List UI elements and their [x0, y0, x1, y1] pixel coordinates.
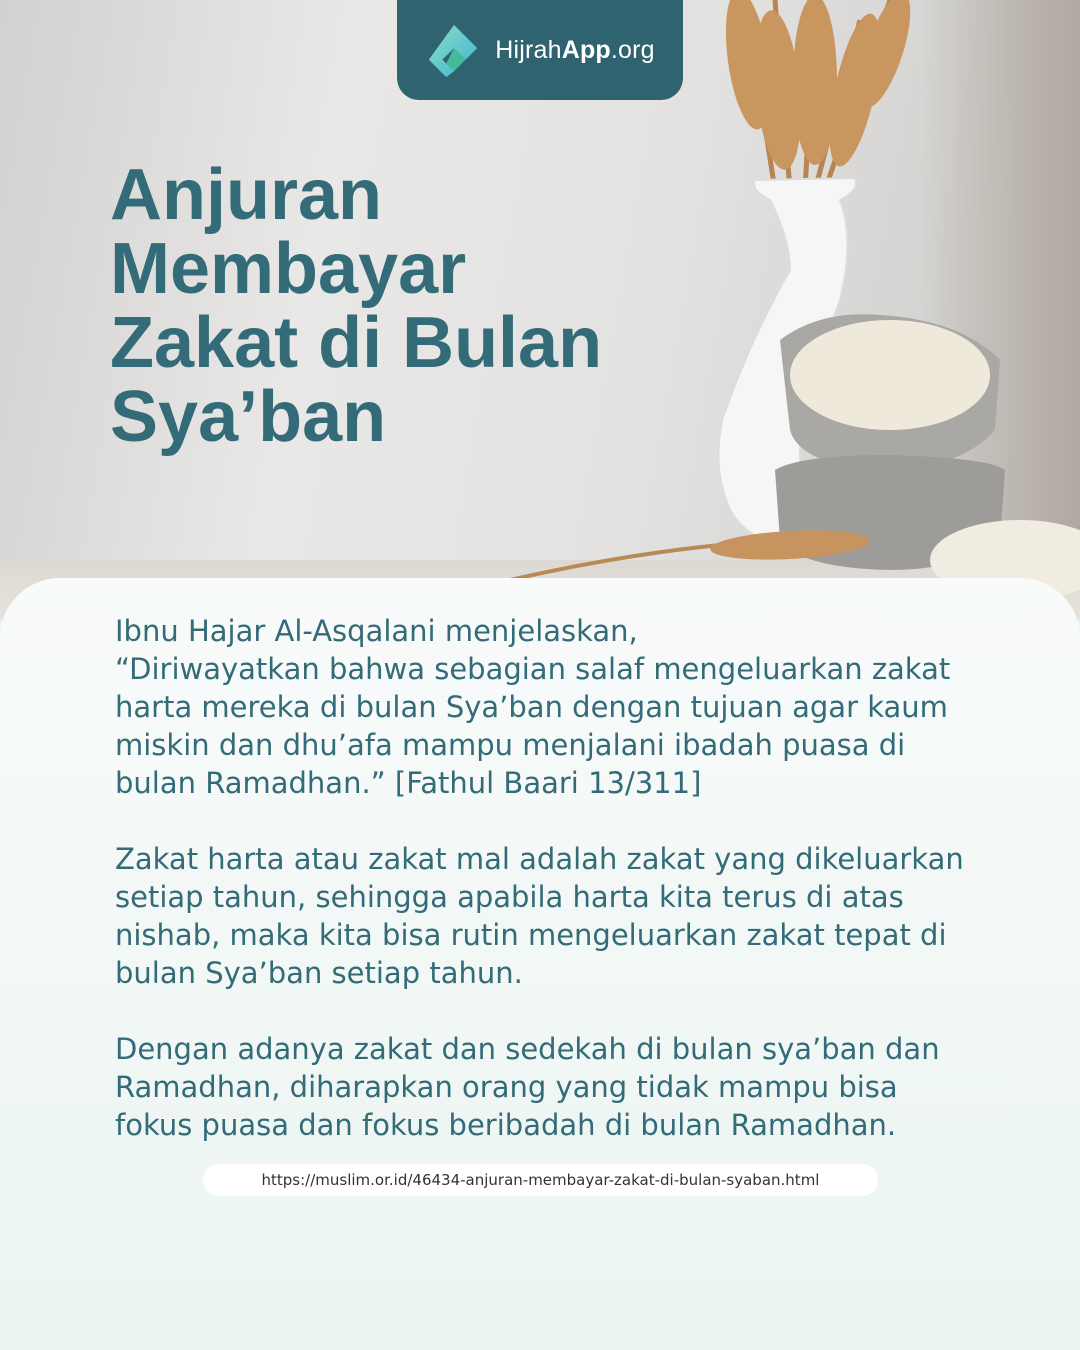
rice-in-bowl	[790, 320, 990, 430]
article-body	[115, 612, 975, 1182]
paragraph-conclusion: Dengan adanya zakat dan sedekah di bulan sya’ban dan Ramadhan, diharapkan orang yang tidak mampu bisa fokus puasa dan fokus beribadah di bulan Ramadhan.	[115, 1032, 940, 1142]
title-line-2: Membayar	[110, 229, 467, 309]
title-line-1: Anjuran	[110, 155, 383, 235]
source-link[interactable]: https://muslim.or.id/46434-anjuran-membayar-zakat-di-bulan-syaban.html	[203, 1164, 878, 1196]
brand-logo-tab[interactable]	[397, 0, 683, 100]
quote-text: “Diriwayatkan bahwa sebagian salaf mengeluarkan zakat harta mereka di bulan Sya’ban dengan tujuan agar kaum miskin dan dhu’afa mampu menjalani ibadah puasa di bulan Ramadhan.” [Fathul Baari 13/311]	[115, 652, 951, 800]
brand-name	[495, 36, 655, 65]
page-title	[110, 155, 710, 457]
paragraph-zakat-mal: Zakat harta atau zakat mal adalah zakat yang dikeluarkan setiap tahun, sehingga apabila harta kita terus di atas nishab, maka kita bisa rutin mengeluarkan zakat tepat di bulan Sya’ban setiap tahun.	[115, 842, 964, 990]
paragraph-quote	[115, 612, 975, 802]
quote-intro: Ibnu Hajar Al-Asqalani menjelaskan,	[115, 614, 638, 648]
title-line-4: Sya’ban	[110, 377, 387, 457]
lying-wheat-stem	[510, 545, 720, 580]
title-line-3: Zakat di Bulan	[110, 303, 603, 383]
brand-name-suffix: .org	[610, 35, 655, 64]
brand-name-bold: App	[561, 35, 611, 64]
brand-name-regular: Hijrah	[495, 35, 562, 64]
hijrahapp-logo-icon	[425, 21, 483, 79]
wheat-heads	[718, 0, 920, 172]
